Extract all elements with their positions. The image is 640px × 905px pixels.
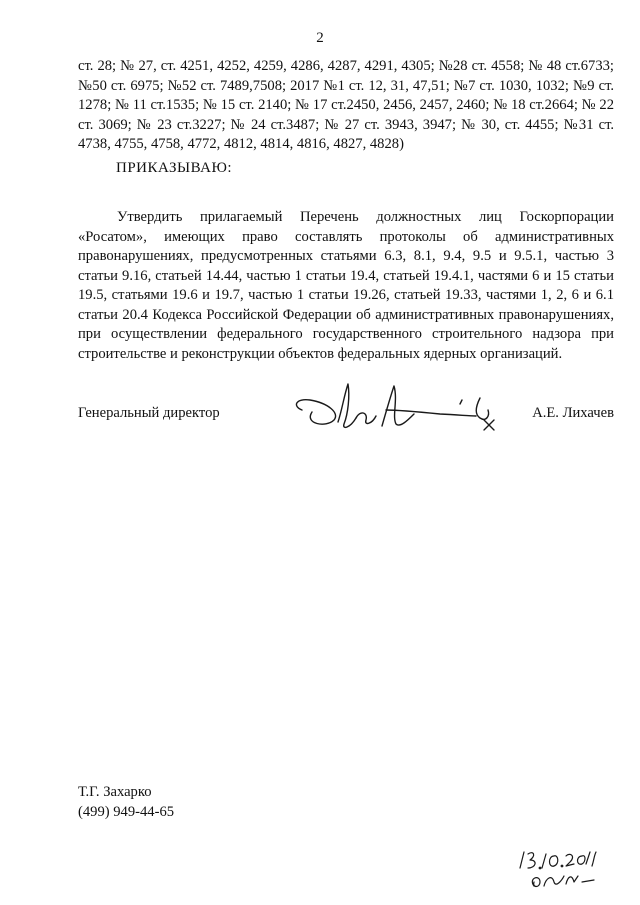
- order-heading: ПРИКАЗЫВАЮ:: [116, 160, 233, 176]
- signatory-position: Генеральный директор: [78, 405, 220, 421]
- signature-block: [78, 380, 614, 440]
- signatory-name: А.Е. Лихачев: [532, 405, 614, 421]
- handwritten-date-mark: [510, 838, 600, 894]
- legal-references-paragraph: ст. 28; № 27, ст. 4251, 4252, 4259, 4286, 4287, 4291, 4305; №28 ст. 4558; № 48 ст.6733; №50 ст. 6975; №52 ст. 7489,7508; 2017 №1 ст. 12, 31, 47,51; №7 ст. 1030, 1032; №9 ст. 1278; № 11 ст.1535; № 15 ст. 2140; № 17 ст.2450, 2456, 2457, 2460; № 18 ст.2664; № 22 ст. 3069; № 23 ст.3227; № 24 ст.3487; № 27 ст. 3943, 3947; № 30, ст. 4455; №31 ст. 4738, 4755, 4758, 4772, 4812, 4814, 4816, 4827, 4828): [78, 58, 614, 152]
- executor-name: Т.Г. Захарко: [78, 784, 152, 800]
- page-number: 2: [316, 30, 324, 46]
- executor-block: [78, 782, 174, 822]
- executor-phone: (499) 949-44-65: [78, 804, 175, 820]
- handwritten-signature: [290, 380, 500, 440]
- order-body-paragraph: Утвердить прилагаемый Перечень должностных лиц Госкорпорации «Росатом», имеющих право составлять протоколы об административных правонарушениях, предусмотренных статьями 6.3, 8.1, 9.4, 9.5 и 9.5.1, частью 3 статьи 9.16, статьей 14.44, частью 1 статьи 19.4, статьей 19.4.1, частями 6 и 15 статьи 19.5, статьями 19.6 и 19.7, частью 1 статьи 19.26, статьей 19.33, частями 1, 2, 6 и 6.1 статьи 20.4 Кодекса Российской Федерации об административных правонарушениях, при осуществлении федерального государственного строительного надзора при строительстве и реконструкции объектов федеральных ядерных организаций.: [78, 209, 614, 362]
